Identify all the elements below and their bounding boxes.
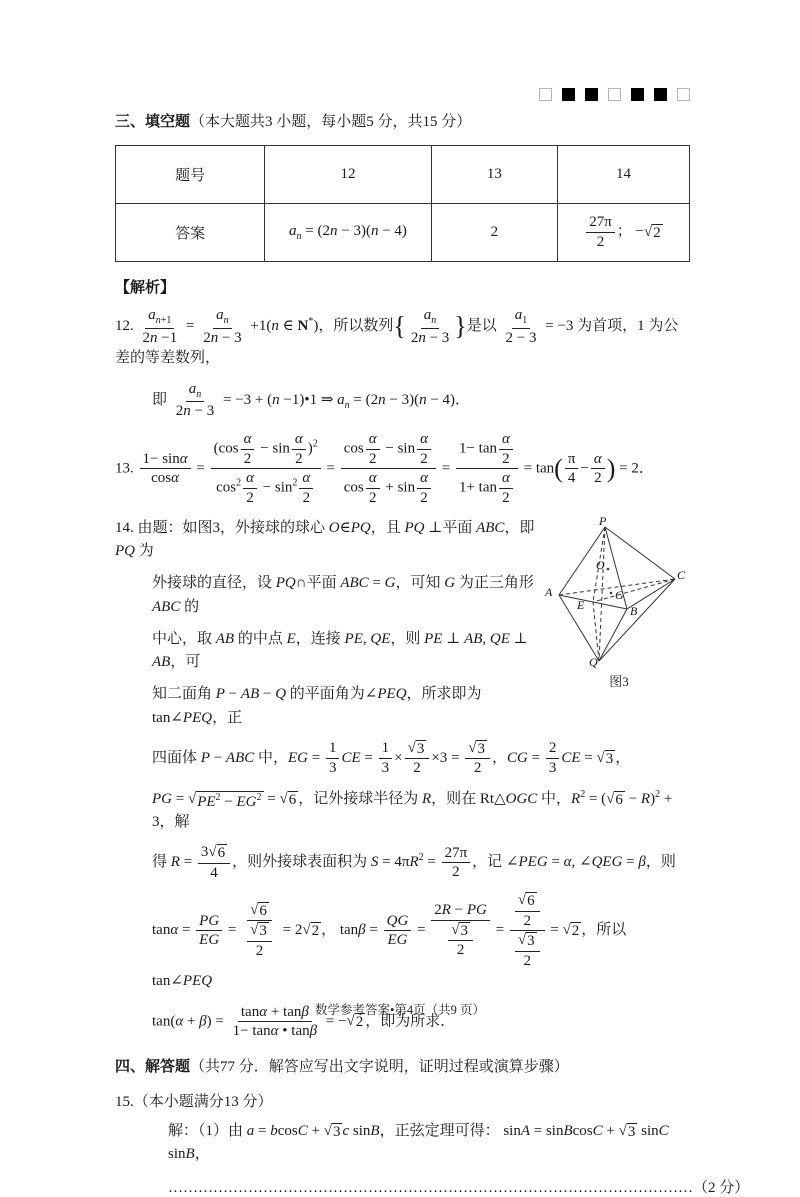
figure-label-p: P [599,513,607,528]
page-footer: 数学参考答案•第4页（共9 页） [314,1003,485,1017]
item15-title: 15.（本小题满分13 分） [115,1094,273,1110]
answer-q12: $a_n = (2n - 3)(n - 4)$ [265,204,431,262]
item14-line7: 得 R = 3 √ 6 4 ，则外接球表面积为 $S = 4\pi R^2$ = $\frac{27\pi}{2}$ ，记 ∠PEG = α, ∠QEG = β，则 [152,844,676,881]
registration-marks [539,88,690,101]
figure-label-q: Q [589,654,598,669]
registration-mark [539,88,552,101]
item14-line6: PG = √ $PE^2 - EG^2$ = √ 6 ，记外接球半径为 R，则在 Rt△OGC 中，$R^2$ = ( √ 6 − R)$^2$ + 3，解 [152,788,673,830]
item14-line4: 知二面角 P − AB − Q 的平面角为∠PEQ，所求即为 tan∠PEQ，正 [152,686,482,726]
answer-q14: $\frac{27\pi}{2}$ ； − √ 2 [557,204,689,262]
section4-heading-rest: （共77 分．解答应写出文字说明，证明过程或演算步骤） [190,1059,569,1075]
item-14 [115,513,690,1041]
item14-line9: tan(α + β) = $\frac{\tan\alpha + \tan\beta}{1- \tan\alpha • \tan\beta}$ = − √ 2 ，即为所求． [152,1003,456,1040]
figure-label-g: G [615,587,624,602]
section3-heading-bold: 三、填空题 [115,114,191,130]
item13-line: 13. $\frac{1- \sin\alpha}{\cos\alpha}$ = (cos $\frac{\alpha}{2}$ − sin $\frac{\alpha}{2}$ )$^2$ $\cos^2$ $\frac{\alpha}{2}$ − $\sin^2$ $\frac{\alpha}{2}$ = cos $\frac{\alpha}{2}$ − sin $\frac{\alpha}{2}$ cos $\frac{\alpha}{2}$ + sin $\frac{\alpha}{2}$ = 1− tan $\frac{\alpha}{2}$ 1+ tan $\frac{\alpha}{2}$ = tan( $\frac{\pi}{4}$ − $\frac{\alpha}{2}$ ) = 2． [115,430,654,506]
registration-mark [608,88,621,101]
answer-q13: 2 [431,204,557,262]
item12-line1: 12. $\frac{a_{n+1}}{2n -1}$ = $\frac{a_n}{2n - 3}$ +1(n ∈ N*)，所以数列{ $\frac{a_n}{2n - 3}$ }是以 $\frac{a_1}{2 - 3}$ = −3 为首项，1 为公差的等差数列， [115,307,679,367]
table-answer-row [116,204,690,262]
header-q13: 13 [431,146,557,204]
table-header-row [116,146,690,204]
header-question-label: 题号 [116,146,265,204]
registration-mark [654,88,667,101]
item12-line2: 即 $\frac{a_n}{2n - 3}$ = −3 + (n −1)•1 ⇒ $a_n = (2n - 3)(n - 4)$． [152,380,471,419]
registration-mark [631,88,644,101]
item14-line5: 四面体 P − ABC 中，EG = $\frac{1}{3}$ CE = $\frac{1}{3}$ × √ 3 2 ×3 = √ 3 2 ，CG = $\frac{2}{3}$ CE = √ 3 ， [152,739,631,776]
figure-label-a: A [545,584,553,599]
registration-mark [585,88,598,101]
section3-heading [115,110,690,131]
tetrahedron-figure [545,513,686,669]
answers-table [115,145,690,262]
registration-mark [562,88,575,101]
section4-heading-bold: 四、解答题 [115,1059,191,1075]
item14-line3: 中心，取 AB 的中点 E，连接 PE, QE，则 PE ⊥ AB, QE ⊥ AB，可 [152,630,528,670]
figure-3 [545,513,690,690]
score-label: （2 分） [693,1179,750,1196]
header-q12: 12 [265,146,431,204]
dotted-fill: …………………………………………………………………………………………… [168,1179,693,1196]
figure-label-b: B [630,603,638,618]
section3-heading-rest: （本大题共3 小题，每小题5 分，共15 分） [190,114,472,130]
item14-line1: 14. 由题：如图3，外接球的球心 O∈PQ，且 PQ ⊥平面 ABC，即 PQ 为 [115,519,535,559]
analysis-label: 【解析】 [115,280,176,296]
item14-line2: 外接球的直径，设 PQ∩平面 ABC = G，可知 G 为正三角形 ABC 的 [152,575,534,615]
header-q14: 14 [557,146,689,204]
figure-caption: 图3 [609,673,629,689]
score-dotted-line [168,1176,750,1197]
registration-mark [677,88,690,101]
figure-label-e: E [577,597,585,612]
section4-heading [115,1055,690,1076]
item14-line8: tanα = $\frac{PG}{EG}$ = √ 6 √ 3 2 = 2 √ 2 ， tanβ = $\frac{QG}{EG}$ = 2R − PG √ 3 2 = √ 6 2 √ 3 2 = √ 2 ，所以 tan∠PEQ [152,892,627,990]
figure-label-c: C [677,567,686,582]
answer-row-label: 答案 [116,204,265,262]
figure-label-o: O [596,557,605,572]
item15-solution-line: 解：（1）由 a = bcosC + √ 3 c sinB，正弦定理可得： sinA = sinBcosC + √ 3 sinC sinB， [168,1123,669,1163]
